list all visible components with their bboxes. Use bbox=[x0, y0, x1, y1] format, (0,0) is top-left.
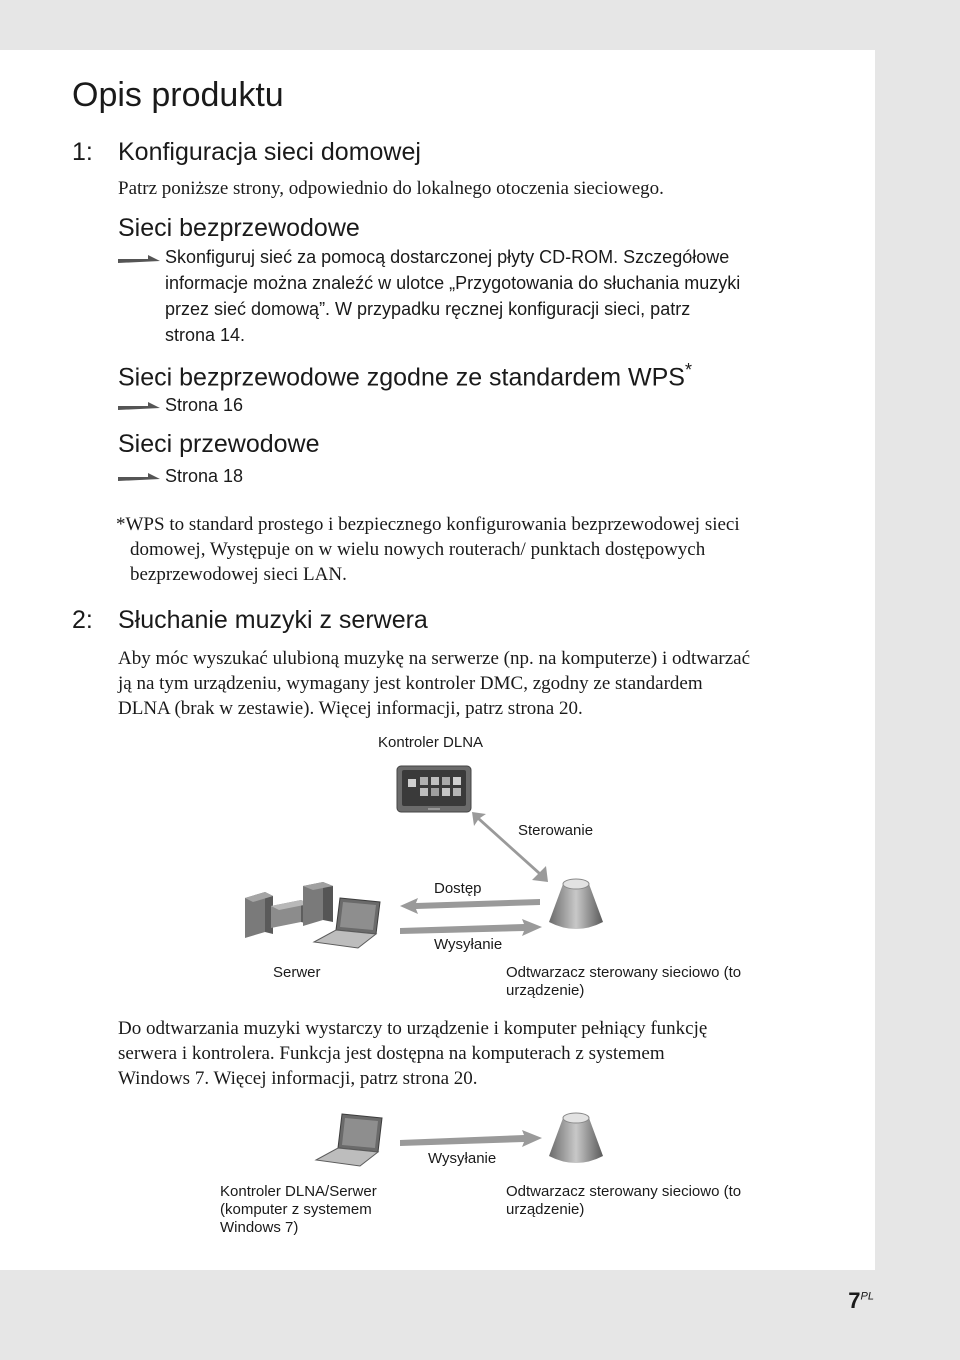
paragraph-line: DLNA (brak w zestawie). Więcej informacji, patrz strona 20. bbox=[118, 698, 583, 719]
section1-heading: Konfiguracja sieci domowej bbox=[118, 138, 421, 166]
paragraph-line: serwera i kontrolera. Funkcja jest dostępna na komputerach z systemem bbox=[118, 1043, 665, 1064]
footnote-line: domowej, Występuje on w wielu nowych routerach/ punktach dostępowych bbox=[130, 539, 706, 560]
section2-paragraph2 bbox=[118, 1016, 707, 1091]
page-title: Opis produktu bbox=[72, 76, 284, 114]
section1-number: 1: bbox=[72, 138, 93, 166]
wireless-text bbox=[165, 244, 740, 348]
control-arrow-icon bbox=[466, 808, 550, 886]
tablet-icon bbox=[396, 765, 472, 813]
wireless-line: przez sieć domową”. W przypadku ręcznej konfiguracji sieci, patrz bbox=[165, 299, 691, 319]
network-player-icon bbox=[547, 1110, 605, 1170]
page-number bbox=[848, 1288, 874, 1314]
paragraph-line: Windows 7. Więcej informacji, patrz strona 20. bbox=[118, 1068, 478, 1089]
paragraph-line: Do odtwarzania muzyki wystarczy to urządzenie i komputer pełniący funkcję bbox=[118, 1018, 708, 1039]
laptop-icon bbox=[312, 896, 384, 950]
footnote-line: WPS to standard prostego i bezpiecznego konfigurowania bezprzewodowej sieci bbox=[125, 514, 740, 535]
laptop-icon bbox=[314, 1112, 386, 1168]
arrow-right-icon bbox=[118, 469, 160, 483]
label-sending-2: Wysyłanie bbox=[428, 1150, 497, 1167]
label-line: Odtwarzacz sterowany sieciowo (to bbox=[506, 1183, 742, 1200]
section2-heading: Słuchanie muzyki z serwera bbox=[118, 606, 428, 634]
wireless-line: strona 14. bbox=[165, 325, 246, 345]
label-player-2 bbox=[506, 1183, 741, 1219]
label-server: Serwer bbox=[273, 964, 321, 981]
label-player bbox=[506, 964, 741, 1000]
wps-ref[interactable]: Strona 16 bbox=[165, 395, 244, 415]
label-controller-server bbox=[220, 1183, 377, 1237]
footnote-line: bezprzewodowej sieci LAN. bbox=[130, 564, 347, 585]
section2-paragraph1 bbox=[118, 646, 750, 721]
paragraph-line: Aby móc wyszukać ulubioną muzykę na serwerze (np. na komputerze) i odtwarzać bbox=[118, 648, 751, 669]
network-player-icon bbox=[547, 876, 605, 936]
sending-arrow-icon bbox=[398, 1126, 544, 1152]
label-player-line: Odtwarzacz sterowany sieciowo (to bbox=[506, 964, 742, 981]
wired-ref[interactable]: Strona 18 bbox=[165, 466, 244, 486]
label-line: (komputer z systemem bbox=[220, 1201, 372, 1218]
wired-heading: Sieci przewodowe bbox=[118, 430, 320, 458]
label-line: Kontroler DLNA/Serwer bbox=[220, 1183, 377, 1200]
label-controller: Kontroler DLNA bbox=[378, 734, 484, 751]
footnote-marker: * bbox=[116, 514, 126, 535]
wireless-line: informacje można znaleźć w ulotce „Przygotowania do słuchania muzyki bbox=[165, 273, 741, 293]
label-player-line: urządzenie) bbox=[506, 982, 585, 999]
label-control: Sterowanie bbox=[518, 822, 594, 839]
section1-intro: Patrz poniższe strony, odpowiednio do lokalnego otoczenia sieciowego. bbox=[118, 178, 664, 199]
wps-footnote-marker: * bbox=[684, 360, 692, 380]
wireless-line: Skonfiguruj sieć za pomocą dostarczonej płyty CD-ROM. Szczegółowe bbox=[165, 247, 730, 267]
wps-heading-text: Sieci bezprzewodowe zgodne ze standardem WPS bbox=[118, 363, 685, 392]
paragraph-line: ją na tym urządzeniu, wymagany jest kontroler DMC, zgodny ze standardem bbox=[118, 673, 703, 694]
section2-number: 2: bbox=[72, 606, 93, 634]
arrow-right-icon bbox=[118, 398, 160, 412]
footnote bbox=[116, 512, 740, 587]
label-sending: Wysyłanie bbox=[434, 936, 503, 953]
label-line: urządzenie) bbox=[506, 1201, 585, 1218]
page-language: PL bbox=[860, 1290, 874, 1303]
page-number-value: 7 bbox=[848, 1288, 861, 1313]
label-access: Dostęp bbox=[434, 880, 482, 897]
wireless-heading: Sieci bezprzewodowe bbox=[118, 214, 360, 242]
arrow-right-icon bbox=[118, 251, 160, 265]
label-line: Windows 7) bbox=[220, 1219, 299, 1236]
wps-heading bbox=[118, 360, 692, 392]
